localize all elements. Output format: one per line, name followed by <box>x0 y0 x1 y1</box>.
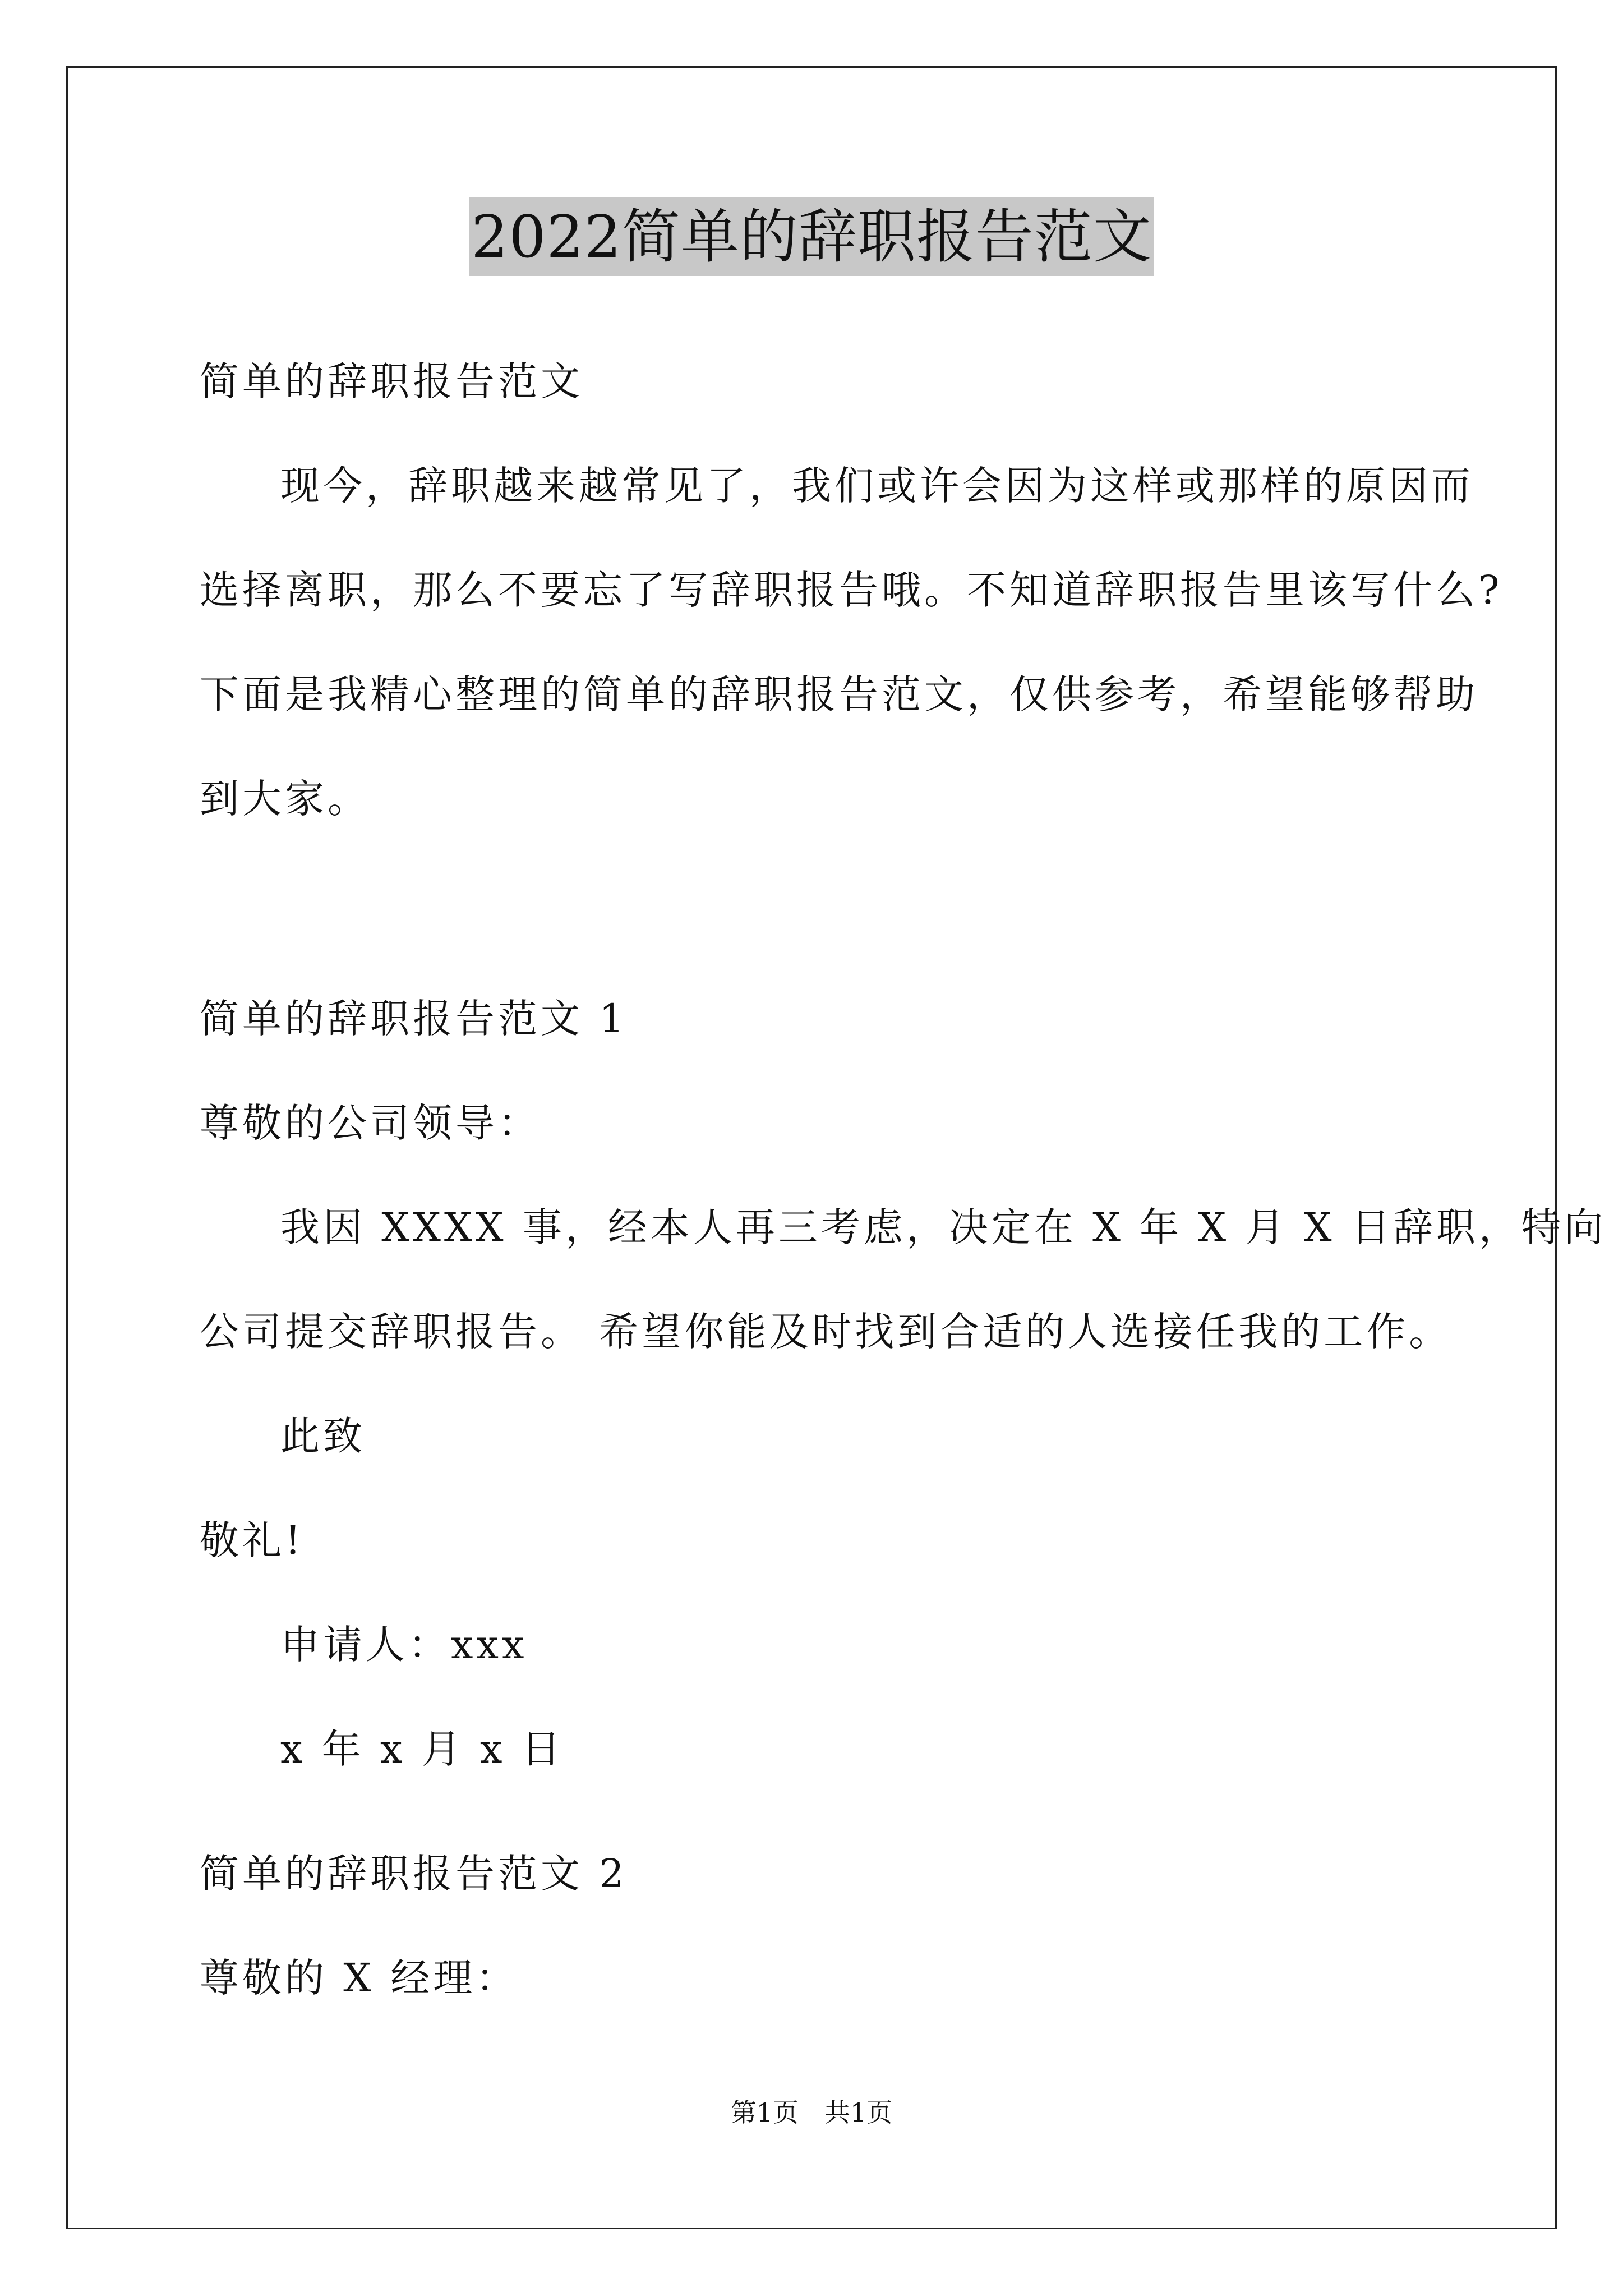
page-total: 共1页 <box>824 2097 893 2128</box>
closing-line: 此致 <box>280 1413 366 1459</box>
paragraph-line: 到大家。 <box>200 776 370 822</box>
page-number: 第1页 <box>730 2097 799 2128</box>
paragraph-line: 公司提交辞职报告。 希望你能及时找到合适的人选接任我的工作。 <box>200 1309 1452 1355</box>
document-title: 2022简单的辞职报告范文 <box>469 197 1154 276</box>
page-footer <box>0 2096 1623 2129</box>
intro-heading: 简单的辞职报告范文 <box>200 358 583 404</box>
paragraph-line: 选择离职，那么不要忘了写辞职报告哦。不知道辞职报告里该写什么? <box>200 567 1503 613</box>
salutation: 尊敬的公司领导： <box>200 1100 541 1146</box>
title-container <box>0 197 1623 276</box>
date-line: x 年 x 月 x 日 <box>280 1726 564 1772</box>
closing-line: 敬礼! <box>200 1517 305 1563</box>
paragraph-line: 现今，辞职越来越常见了，我们或许会因为这样或那样的原因而 <box>280 463 1474 509</box>
section-heading: 简单的辞职报告范文 2 <box>200 1851 628 1897</box>
signature-line: 申请人：xxx <box>280 1622 528 1668</box>
section-heading: 简单的辞职报告范文 1 <box>200 996 628 1042</box>
salutation: 尊敬的 X 经理： <box>200 1955 519 2001</box>
paragraph-line: 下面是我精心整理的简单的辞职报告范文，仅供参考，希望能够帮助 <box>200 671 1478 717</box>
paragraph-line: 我因 XXXX 事，经本人再三考虑，决定在 X 年 X 月 X 日辞职，特向 <box>280 1204 1607 1250</box>
